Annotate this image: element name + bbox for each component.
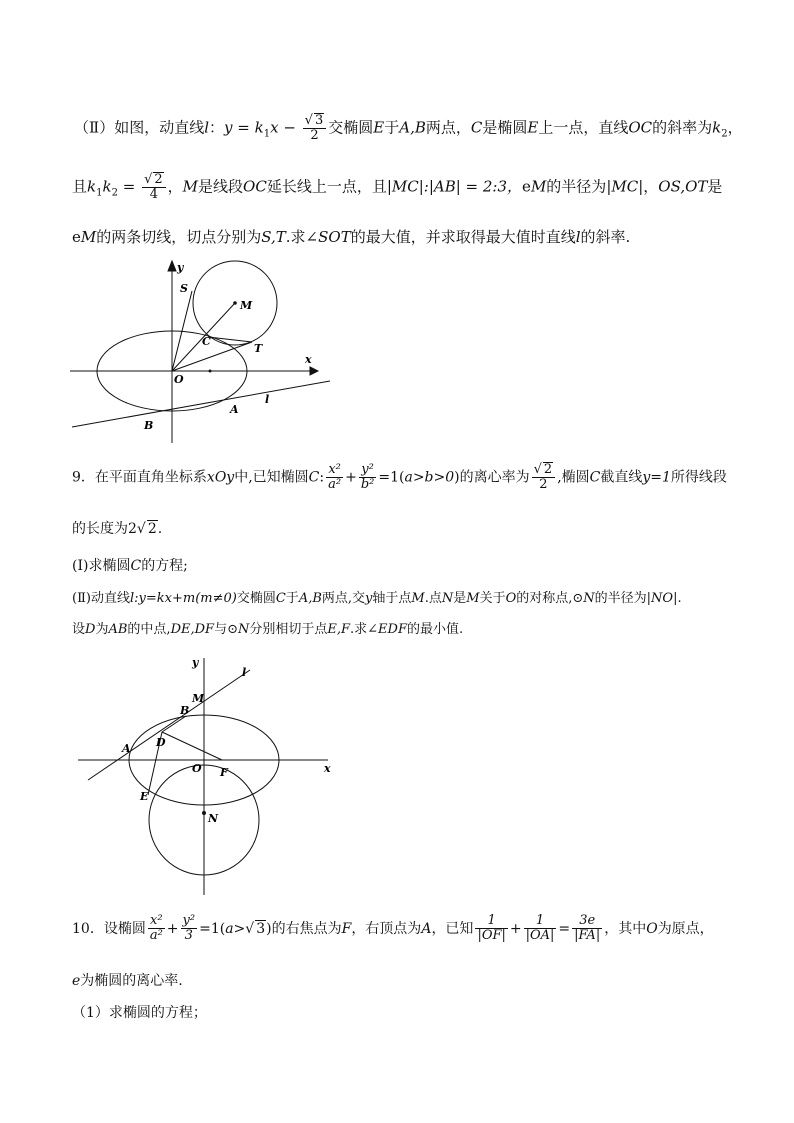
segment-OT <box>172 342 252 371</box>
p8-line-2: 且$k_1k_2$ = $\frac{√ 2}{4}$ ，M是线段OC延长线上一点，且|MC|:|AB| = 2:3，eM的半径为|MC|，OS,OT是 <box>72 172 723 203</box>
segment-BF <box>162 732 222 760</box>
label-y: y <box>177 261 184 274</box>
label-B: B <box>180 704 190 717</box>
label-A: A <box>122 742 131 755</box>
point-ellipse-mark <box>209 370 212 373</box>
label-A: A <box>230 403 239 416</box>
label-S: S <box>180 282 188 295</box>
label-E: E <box>140 790 149 803</box>
p9-line-4: (Ⅱ)动直线l:y=kx+m(m≠0)交椭圆C于A,B两点,交y轴于点M.点N是M关于O的对称点,⊙N的半径为|NO|. <box>72 591 682 606</box>
fraction-sqrt2-over-4: $\frac{√ 2}{4}$ <box>142 172 166 203</box>
label-M: M <box>240 299 253 312</box>
line-l <box>88 670 250 780</box>
label-l: l <box>265 393 270 406</box>
p10-line-1: 10．设椭圆 $\frac{\text{x²}}{\text{a²}}$ + $\frac{\text{y²}}{3}$ =1(a>√ 3)的右焦点为F，右顶点为A，已知 $\frac{1}{|OF|}$ + $\frac{1}{|OA|}$ = $\frac{3e}{|FA|}$ ，其中O为原点， <box>72 913 714 944</box>
label-B: B <box>144 419 154 432</box>
x-axis-arrow <box>310 367 318 375</box>
label-D: D <box>156 736 166 749</box>
label-T: T <box>254 342 263 355</box>
label-F: F <box>220 766 228 779</box>
label-y: y <box>192 656 199 669</box>
label-C: C <box>202 335 211 348</box>
figure-problem-8 <box>60 255 350 450</box>
p8-line-1: （Ⅱ）如图，动直线l：$y = k_1x$ − $\frac{√ 3}{2}$ 交椭圆E于A,B两点，C是椭圆E上一点，直线OC的斜率为$k_2$， <box>74 113 743 144</box>
p8-line-3: eM的两条切线，切点分别为S,T.求∠SOT的最大值，并求取得最大值时直线l的斜率. <box>72 228 631 246</box>
label-x: x <box>305 353 312 366</box>
figure-problem-9 <box>70 650 340 900</box>
label-O: O <box>192 762 202 775</box>
p10-line-2: e为椭圆的离心率. <box>72 973 183 989</box>
point-N <box>202 811 206 815</box>
label-M: M <box>192 692 205 705</box>
label-O: O <box>174 373 184 386</box>
point-M <box>233 301 237 305</box>
p9-line-2: 的长度为2√ 2. <box>72 521 163 537</box>
label-x: x <box>324 762 331 775</box>
p9-line-3: (Ⅰ)求椭圆C的方程; <box>72 558 188 574</box>
line-l <box>72 381 330 427</box>
y-axis-arrow <box>168 261 176 271</box>
p10-line-3: （1）求椭圆的方程； <box>72 1005 207 1021</box>
label-l: l <box>242 666 247 679</box>
label-N: N <box>208 812 219 825</box>
p9-line-5: 设D为AB的中点,DE,DF与⊙N分别相切于点E,F.求∠EDF的最小值. <box>72 622 464 637</box>
fraction-sqrt3-over-2: $\frac{√ 3}{2}$ <box>303 113 327 144</box>
p9-line-1: 9．在平面直角坐标系xOy中,已知椭圆C: $\frac{\text{x²}}{\text{a²}}$ + $\frac{\text{y²}}{\text{b²}}$ =1(a>b>0)的离心率为 $\frac{√ 2}{2}$ ,椭圆C截直线y=1所得线段 <box>72 461 727 493</box>
